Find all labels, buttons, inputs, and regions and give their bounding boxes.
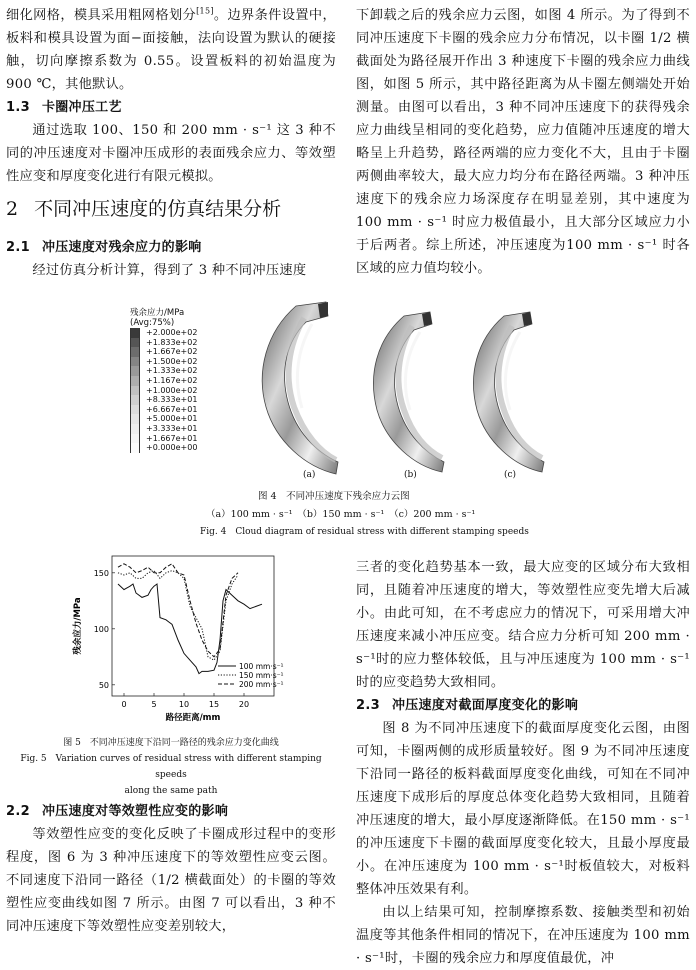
section-heading-2: 2 不同冲压速度的仿真结果分析 bbox=[6, 198, 282, 220]
legend-value: +1.833e+02 bbox=[146, 337, 198, 347]
legend-value: +1.667e+02 bbox=[146, 347, 198, 357]
paragraph-strain-trend: 三者的变化趋势基本一致，最大应变的区域分布大致相同，且随着冲压速度的增大，等效塑性应变先增大后减小。由此可知，在不考虑应力的情况下，可采用增大冲压速度来减小冲压应变。结合应力分析可知 200 mm · s⁻¹时的应力整体较低，且与冲压速度为 100 mm · s⁻¹时的应变趋势大致相同。 bbox=[356, 560, 690, 690]
contour-part-c bbox=[473, 312, 544, 472]
x-tick-label: 15 bbox=[208, 700, 220, 709]
section-heading-2-2: 2.2 冲压速度对等效塑性应变的影响 bbox=[6, 804, 229, 819]
stress-contour-images bbox=[100, 298, 600, 478]
figure-5-caption-en-2: along the same path bbox=[124, 786, 218, 796]
legend-value: +5.000e+01 bbox=[146, 414, 198, 424]
label-c: (c) bbox=[504, 470, 517, 480]
legend-subtitle: (Avg:75%) bbox=[130, 318, 175, 328]
paragraph-mesh: 细化网格，模具采用粗网格划分[15]。边界条件设置中，板料和模具设置为面−面接触，法向设置为默认的硬接触，切向摩擦系数为 0.55。设置板料的初始温度为 900 ℃，其他默认。 bbox=[6, 6, 336, 92]
contour-part-b bbox=[373, 312, 444, 472]
figure-5-caption-cn: 图 5 不同冲压速度下沿同一路径的残余应力变化曲线 bbox=[63, 738, 279, 748]
legend-value: +1.667e+01 bbox=[146, 433, 198, 443]
section-heading-2-3: 2.3 冲压速度对截面厚度变化的影响 bbox=[356, 698, 579, 713]
left-column-top bbox=[6, 4, 336, 188]
paragraph-plastic-strain: 等效塑性应变的变化反映了卡圈成形过程中的变形程度，图 6 为 3 种冲压速度下的等效塑性应变云图。不同速度下沿同一路径（1/2 横截面处）的卡圈的等效塑性应变曲线如图 7 所示。由图 7 可以看出，3 种不同冲压速度下等效塑性应变差别较大， bbox=[6, 827, 336, 934]
left-column-mid bbox=[6, 236, 336, 282]
y-tick-label: 50 bbox=[98, 680, 109, 690]
x-tick-label: 0 bbox=[121, 700, 127, 709]
legend-value: +1.333e+02 bbox=[146, 366, 198, 376]
legend-value: +3.333e+01 bbox=[146, 423, 198, 433]
legend-value: +8.333e+01 bbox=[146, 395, 198, 405]
figure-5-caption-en-1: Fig. 5 Variation curves of residual stress with different stamping speeds bbox=[20, 754, 322, 780]
legend-value: +1.000e+02 bbox=[146, 385, 198, 395]
x-tick-label: 5 bbox=[151, 700, 157, 709]
paragraph-thickness: 图 8 为不同冲压速度下的截面厚度变化云图，由图可知，卡圈两侧的成形质量较好。图 9 为不同冲压速度下沿同一路径的板料截面厚度变化曲线，可知在不同冲压速度下成形后的厚度总体变化趋势大致相同，且随着冲压速度的增大，最小厚度逐渐降低。在150 mm · s⁻¹的冲压速度下卡圈的截面厚度变化较大，且最小厚度最小。在冲压速度为 100 mm · s⁻¹时板值较大，对板料整体冲压效果有利。 bbox=[356, 721, 690, 897]
figure-4-caption-en: Fig. 4 Cloud diagram of residual stress with different stamping speeds bbox=[200, 527, 529, 537]
y-axis-label: 残余应力/MPa bbox=[73, 597, 83, 655]
legend-label: 100 mm·s⁻¹ bbox=[239, 662, 284, 671]
paragraph-analysis: 经过仿真分析计算，得到了 3 种不同冲压速度 bbox=[32, 263, 307, 278]
legend-label: 200 mm·s⁻¹ bbox=[239, 680, 284, 689]
label-b: (b) bbox=[404, 470, 417, 480]
paragraph-conclusion: 由以上结果可知，控制摩擦系数、接触类型和初始温度等其他条件相同的情况下，在冲压速度为 100 mm · s⁻¹时，卡圈的残余应力和厚度值最优，冲 bbox=[356, 905, 690, 966]
x-tick-label: 10 bbox=[178, 700, 190, 709]
figure-5-chart bbox=[60, 548, 300, 733]
legend-value: +1.500e+02 bbox=[146, 356, 198, 366]
right-column-top bbox=[356, 4, 690, 280]
citation: [15] bbox=[196, 6, 214, 16]
paragraph-process: 通过选取 100、150 和 200 mm · s⁻¹ 这 3 种不同的冲压速度对卡圈冲压成形的表面残余应力、等效塑性应变和厚度变化进行有限元模拟。 bbox=[6, 123, 336, 184]
x-tick-label: 20 bbox=[238, 700, 250, 709]
section-heading-2-1: 2.1 冲压速度对残余应力的影响 bbox=[6, 240, 202, 255]
y-tick-label: 100 bbox=[93, 624, 109, 634]
legend-value: +2.000e+02 bbox=[146, 328, 198, 337]
section-heading-1-3: 1.3 卡圈冲压工艺 bbox=[6, 100, 122, 115]
legend-value: +1.167e+02 bbox=[146, 375, 198, 385]
label-a: (a) bbox=[303, 470, 316, 480]
figure-4-subcaption: （a）100 mm · s⁻¹ （b）150 mm · s⁻¹ （c）200 mm · s⁻¹ bbox=[206, 509, 476, 520]
left-column-bottom bbox=[6, 800, 336, 938]
y-tick-label: 150 bbox=[93, 568, 109, 578]
legend-label: 150 mm·s⁻¹ bbox=[239, 671, 284, 680]
contour-part-a bbox=[262, 302, 338, 474]
series-line-1 bbox=[118, 584, 262, 674]
x-axis-label: 路径距离/mm bbox=[165, 713, 221, 723]
legend-value: +0.000e+00 bbox=[146, 443, 198, 453]
figure-4-caption-cn: 图 4 不同冲压速度下残余应力云图 bbox=[258, 491, 410, 502]
legend-title: 残余应力/MPa bbox=[130, 308, 185, 318]
figure-5-captions bbox=[6, 735, 336, 799]
figure-4 bbox=[100, 298, 600, 548]
paragraph-residual-stress: 下卸载之后的残余应力云图，如图 4 所示。为了得到不同冲压速度下卡圈的残余应力分布情况，以卡圈 1/2 横截面处为路径展开作出 3 种速度下卡圈的残余应力曲线图，如图 5 所示，其中路径距离为从卡圈左侧端处开始测量。由图可以看出，3 种不同冲压速度下的获得残余应力曲线呈相同的变化趋势，应力值随冲压速度的增大略呈上升趋势，路径两端的应力变化不大，且由于卡圈两侧曲率较大，最大应力均分布在路径两端。3 种冲压速度下的残余应力场深度存在明显差别，其中速度为 100 mm · s⁻¹ 时应力极值最小，且大部分区域应力小于后两者。综上所述，冲压速度为100 mm · s⁻¹ 时各区域的应力值均较小。 bbox=[356, 8, 690, 276]
right-column-bottom bbox=[356, 556, 690, 970]
legend-value: +6.667e+01 bbox=[146, 404, 198, 414]
